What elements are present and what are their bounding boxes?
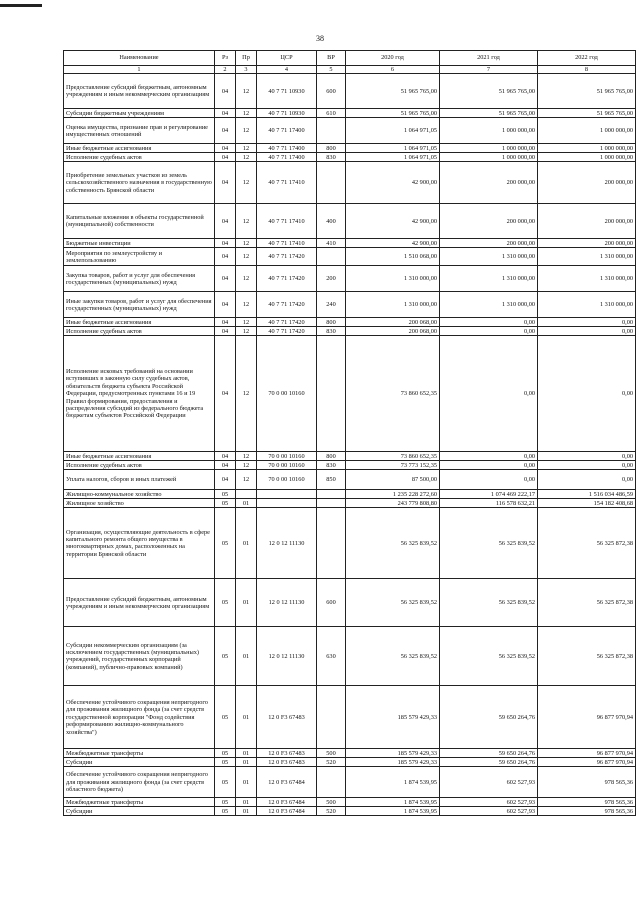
row-amount-2020: 56 325 839,52: [346, 579, 440, 627]
row-amount-2022: 200 000,00: [538, 162, 636, 204]
row-csr: 12 0 F3 67484: [257, 807, 317, 816]
row-amount-2021: 56 325 839,52: [440, 508, 538, 579]
row-csr: 12 0 F3 67484: [257, 798, 317, 807]
table-row: [64, 109, 636, 118]
row-csr: 40 7 71 17420: [257, 266, 317, 292]
row-name: Иные бюджетные ассигнования: [64, 144, 215, 153]
row-pr: 01: [236, 798, 257, 807]
row-name: Субсидии: [64, 807, 215, 816]
budget-table: [63, 50, 636, 816]
table-row: [64, 579, 636, 627]
row-csr: 40 7 71 17400: [257, 118, 317, 144]
colnum-6: 6: [346, 66, 440, 74]
table-row: [64, 153, 636, 162]
row-pr: 12: [236, 144, 257, 153]
table-row: [64, 686, 636, 749]
row-amount-2020: 51 965 765,00: [346, 74, 440, 109]
row-rz: 04: [215, 327, 236, 336]
table-row: [64, 767, 636, 798]
row-amount-2020: 200 068,00: [346, 318, 440, 327]
row-csr: 40 7 71 17410: [257, 204, 317, 239]
row-amount-2021: 602 527,93: [440, 798, 538, 807]
header-2020: 2020 год: [346, 51, 440, 66]
row-csr: 40 7 71 17400: [257, 144, 317, 153]
row-name: Межбюджетные трансферты: [64, 798, 215, 807]
row-amount-2021: 1 000 000,00: [440, 153, 538, 162]
row-amount-2022: 56 325 872,38: [538, 579, 636, 627]
table-row: [64, 74, 636, 109]
table-row: [64, 749, 636, 758]
row-rz: 04: [215, 248, 236, 266]
row-vr: 520: [317, 758, 346, 767]
row-rz: 04: [215, 74, 236, 109]
row-csr: 40 7 71 17410: [257, 162, 317, 204]
row-csr: 70 0 00 10160: [257, 452, 317, 461]
row-name: Предоставление субсидий бюджетным, автономным учреждениям и иным некоммерческим организациям: [64, 74, 215, 109]
row-amount-2022: 200 000,00: [538, 204, 636, 239]
row-pr: 12: [236, 470, 257, 490]
header-vr: ВР: [317, 51, 346, 66]
row-vr: [317, 508, 346, 579]
row-csr: 12 0 F3 67483: [257, 749, 317, 758]
row-pr: 12: [236, 204, 257, 239]
row-name: Обеспечение устойчивого сокращения непригодного для проживания жилищного фонда (за счет средств государственной корпорации "Фонд содействия реформированию жилищно-коммунального хозяйства"): [64, 686, 215, 749]
row-amount-2022: 1 310 000,00: [538, 292, 636, 318]
table-row: [64, 508, 636, 579]
row-vr: 200: [317, 266, 346, 292]
row-pr: 12: [236, 74, 257, 109]
row-name: Предоставление субсидий бюджетным, автономным учреждениям и иным некоммерческим организациям: [64, 579, 215, 627]
row-vr: 600: [317, 74, 346, 109]
colnum-5: 5: [317, 66, 346, 74]
row-pr: 01: [236, 508, 257, 579]
row-pr: 12: [236, 153, 257, 162]
row-rz: 05: [215, 490, 236, 499]
row-pr: 01: [236, 579, 257, 627]
row-amount-2021: 59 650 264,76: [440, 686, 538, 749]
row-amount-2022: 0,00: [538, 461, 636, 470]
row-vr: 410: [317, 239, 346, 248]
row-amount-2021: 200 000,00: [440, 239, 538, 248]
row-amount-2021: 0,00: [440, 327, 538, 336]
row-amount-2022: 0,00: [538, 452, 636, 461]
row-amount-2020: 1 510 068,00: [346, 248, 440, 266]
row-amount-2022: 0,00: [538, 327, 636, 336]
row-name: Субсидии некоммерческим организациям (за исключением государственных (муниципальных) учреждений, государственных корпораций (компаний), публично-правовых компаний): [64, 627, 215, 686]
row-amount-2021: 1 074 469 222,17: [440, 490, 538, 499]
row-vr: 830: [317, 327, 346, 336]
colnum-1: 1: [64, 66, 215, 74]
row-pr: 01: [236, 499, 257, 508]
row-vr: 800: [317, 452, 346, 461]
row-rz: 04: [215, 461, 236, 470]
row-name: Субсидии: [64, 758, 215, 767]
row-amount-2021: 1 310 000,00: [440, 292, 538, 318]
table-body: [64, 74, 636, 816]
row-rz: 04: [215, 266, 236, 292]
header-row: [64, 51, 636, 66]
row-name: Иные закупки товаров, работ и услуг для обеспечения государственных (муниципальных) нужд: [64, 292, 215, 318]
row-csr: 40 7 71 17420: [257, 292, 317, 318]
row-csr: 70 0 00 10160: [257, 470, 317, 490]
row-amount-2021: 1 000 000,00: [440, 118, 538, 144]
row-amount-2022: 56 325 872,38: [538, 508, 636, 579]
row-rz: 05: [215, 749, 236, 758]
table-row: [64, 336, 636, 452]
row-name: Капитальные вложения в объекты государственной (муниципальной) собственности: [64, 204, 215, 239]
row-amount-2021: 602 527,93: [440, 767, 538, 798]
row-amount-2022: 96 877 970,94: [538, 749, 636, 758]
row-vr: 600: [317, 579, 346, 627]
row-amount-2022: 1 516 034 486,59: [538, 490, 636, 499]
row-vr: 500: [317, 798, 346, 807]
row-pr: 12: [236, 118, 257, 144]
row-amount-2022: 978 565,36: [538, 807, 636, 816]
table-row: [64, 798, 636, 807]
row-rz: 05: [215, 767, 236, 798]
row-amount-2022: 56 325 872,38: [538, 627, 636, 686]
row-name: Обеспечение устойчивого сокращения непригодного для проживания жилищного фонда (за счет средств областного бюджета): [64, 767, 215, 798]
row-amount-2022: 200 000,00: [538, 239, 636, 248]
row-rz: 04: [215, 204, 236, 239]
row-amount-2022: 51 965 765,00: [538, 74, 636, 109]
colnum-8: 8: [538, 66, 636, 74]
row-csr: 40 7 71 17400: [257, 153, 317, 162]
row-amount-2020: 42 900,00: [346, 239, 440, 248]
row-rz: 05: [215, 508, 236, 579]
row-pr: 12: [236, 248, 257, 266]
row-name: Организация, осуществляющие деятельность в сфере капитального ремонта общего имущества в многоквартирных домах, расположенных на территории Брянской области: [64, 508, 215, 579]
row-csr: 70 0 00 10160: [257, 336, 317, 452]
header-2021: 2021 год: [440, 51, 538, 66]
row-amount-2021: 1 310 000,00: [440, 266, 538, 292]
row-vr: [317, 336, 346, 452]
row-amount-2021: 200 000,00: [440, 204, 538, 239]
row-vr: 520: [317, 807, 346, 816]
row-amount-2022: 978 565,36: [538, 767, 636, 798]
row-amount-2020: 1 310 000,00: [346, 266, 440, 292]
row-amount-2020: 1 874 539,95: [346, 798, 440, 807]
row-amount-2021: 602 527,93: [440, 807, 538, 816]
row-pr: 12: [236, 318, 257, 327]
row-name: Уплата налогов, сборов и иных платежей: [64, 470, 215, 490]
row-rz: 04: [215, 109, 236, 118]
row-amount-2022: 0,00: [538, 470, 636, 490]
row-vr: 630: [317, 627, 346, 686]
row-rz: 05: [215, 798, 236, 807]
table-row: [64, 318, 636, 327]
row-vr: 400: [317, 204, 346, 239]
row-rz: 05: [215, 579, 236, 627]
colnum-3: 3: [236, 66, 257, 74]
row-amount-2022: 0,00: [538, 336, 636, 452]
row-name: Межбюджетные трансферты: [64, 749, 215, 758]
row-amount-2021: 116 578 632,21: [440, 499, 538, 508]
row-csr: [257, 499, 317, 508]
table-row: [64, 162, 636, 204]
row-pr: 01: [236, 807, 257, 816]
row-rz: 05: [215, 686, 236, 749]
row-amount-2020: 1 064 971,05: [346, 144, 440, 153]
row-amount-2020: 1 310 000,00: [346, 292, 440, 318]
row-amount-2021: 0,00: [440, 318, 538, 327]
row-amount-2020: 1 874 539,95: [346, 807, 440, 816]
table-row: [64, 452, 636, 461]
row-vr: [317, 118, 346, 144]
row-pr: 01: [236, 627, 257, 686]
row-csr: 40 7 71 17410: [257, 239, 317, 248]
row-name: Жилищно-коммунальное хозяйство: [64, 490, 215, 499]
row-csr: 40 7 71 10930: [257, 74, 317, 109]
row-csr: 12 0 12 11130: [257, 508, 317, 579]
table-row: [64, 807, 636, 816]
row-name: Иные бюджетные ассигнования: [64, 452, 215, 461]
row-name: Исполнение судебных актов: [64, 153, 215, 162]
row-rz: 04: [215, 318, 236, 327]
row-csr: 12 0 12 11130: [257, 579, 317, 627]
row-rz: 04: [215, 144, 236, 153]
row-vr: [317, 490, 346, 499]
row-name: Жилищное хозяйство: [64, 499, 215, 508]
row-rz: 05: [215, 627, 236, 686]
row-amount-2020: 185 579 429,33: [346, 686, 440, 749]
row-name: Оценка имущества, признание прав и регулирование имущественных отношений: [64, 118, 215, 144]
row-vr: 610: [317, 109, 346, 118]
row-vr: 800: [317, 144, 346, 153]
row-amount-2021: 59 650 264,76: [440, 749, 538, 758]
row-csr: 12 0 12 11130: [257, 627, 317, 686]
row-amount-2022: 51 965 765,00: [538, 109, 636, 118]
row-amount-2020: 1 064 971,05: [346, 118, 440, 144]
row-csr: 40 7 71 10930: [257, 109, 317, 118]
row-amount-2022: 154 182 408,68: [538, 499, 636, 508]
header-2022: 2022 год: [538, 51, 636, 66]
row-name: Субсидии бюджетным учреждениям: [64, 109, 215, 118]
row-amount-2020: 185 579 429,33: [346, 758, 440, 767]
row-amount-2020: 200 068,00: [346, 327, 440, 336]
page-number: 38: [316, 34, 324, 43]
row-vr: 800: [317, 318, 346, 327]
row-vr: [317, 162, 346, 204]
header-name: Наименование: [64, 51, 215, 66]
row-csr: 40 7 71 17420: [257, 318, 317, 327]
row-name: Бюджетные инвестиции: [64, 239, 215, 248]
row-amount-2022: 1 310 000,00: [538, 248, 636, 266]
row-amount-2020: 42 900,00: [346, 162, 440, 204]
table-row: [64, 758, 636, 767]
row-csr: [257, 490, 317, 499]
table-row: [64, 470, 636, 490]
header-rz: Рз: [215, 51, 236, 66]
row-vr: 850: [317, 470, 346, 490]
table-row: [64, 144, 636, 153]
row-amount-2020: 56 325 839,52: [346, 508, 440, 579]
row-amount-2021: 51 965 765,00: [440, 74, 538, 109]
row-csr: 70 0 00 10160: [257, 461, 317, 470]
row-amount-2020: 1 874 539,95: [346, 767, 440, 798]
row-amount-2020: 73 860 652,35: [346, 336, 440, 452]
row-amount-2022: 0,00: [538, 318, 636, 327]
row-vr: [317, 499, 346, 508]
table-row: [64, 118, 636, 144]
row-amount-2022: 1 310 000,00: [538, 266, 636, 292]
row-name: Приобретение земельных участков из земель сельскохозяйственного назначения в государственную собственность Брянской области: [64, 162, 215, 204]
row-pr: 01: [236, 749, 257, 758]
table-row: [64, 627, 636, 686]
row-rz: 04: [215, 239, 236, 248]
row-amount-2020: 51 965 765,00: [346, 109, 440, 118]
row-amount-2022: 1 000 000,00: [538, 118, 636, 144]
row-pr: 01: [236, 767, 257, 798]
row-amount-2021: 0,00: [440, 470, 538, 490]
row-csr: 12 0 F3 67483: [257, 686, 317, 749]
row-name: Исполнение исковых требований на основании вступивших в законную силу судебных актов, обязательств бюджета субъекта Российской Федерации, предусмотренных пунктами 16 и 19 Правил формирования, предоставления и распределения субсидий из федерального бюджета бюджетам субъектов Российской Федерации: [64, 336, 215, 452]
colnum-7: 7: [440, 66, 538, 74]
column-number-row: [64, 66, 636, 74]
row-amount-2022: 978 565,36: [538, 798, 636, 807]
table-row: [64, 248, 636, 266]
row-vr: [317, 767, 346, 798]
row-rz: 04: [215, 470, 236, 490]
row-amount-2020: 185 579 429,33: [346, 749, 440, 758]
row-amount-2020: 243 779 808,80: [346, 499, 440, 508]
row-pr: 01: [236, 686, 257, 749]
table-row: [64, 499, 636, 508]
row-amount-2020: 73 773 152,35: [346, 461, 440, 470]
row-amount-2022: 96 877 970,94: [538, 758, 636, 767]
row-amount-2021: 56 325 839,52: [440, 627, 538, 686]
row-pr: 12: [236, 452, 257, 461]
table-row: [64, 204, 636, 239]
row-amount-2020: 87 500,00: [346, 470, 440, 490]
row-amount-2022: 1 000 000,00: [538, 153, 636, 162]
row-amount-2021: 51 965 765,00: [440, 109, 538, 118]
row-rz: 05: [215, 758, 236, 767]
row-pr: 12: [236, 327, 257, 336]
row-pr: 12: [236, 461, 257, 470]
table-row: [64, 461, 636, 470]
row-amount-2020: 56 325 839,52: [346, 627, 440, 686]
header-csr: ЦСР: [257, 51, 317, 66]
table-row: [64, 327, 636, 336]
row-amount-2022: 96 877 970,94: [538, 686, 636, 749]
row-rz: 04: [215, 118, 236, 144]
row-csr: 12 0 F3 67483: [257, 758, 317, 767]
row-vr: 500: [317, 749, 346, 758]
header-pr: Пр: [236, 51, 257, 66]
row-name: Исполнение судебных актов: [64, 327, 215, 336]
colnum-2: 2: [215, 66, 236, 74]
row-pr: 12: [236, 266, 257, 292]
row-pr: 12: [236, 292, 257, 318]
row-pr: 01: [236, 758, 257, 767]
row-vr: 240: [317, 292, 346, 318]
row-rz: 04: [215, 153, 236, 162]
row-name: Исполнение судебных актов: [64, 461, 215, 470]
row-amount-2021: 0,00: [440, 336, 538, 452]
row-pr: 12: [236, 239, 257, 248]
row-amount-2020: 42 900,00: [346, 204, 440, 239]
row-amount-2021: 1 000 000,00: [440, 144, 538, 153]
row-rz: 05: [215, 807, 236, 816]
row-name: Закупка товаров, работ и услуг для обеспечения государственных (муниципальных) нужд: [64, 266, 215, 292]
row-amount-2021: 0,00: [440, 452, 538, 461]
table-row: [64, 266, 636, 292]
row-vr: [317, 686, 346, 749]
row-amount-2021: 200 000,00: [440, 162, 538, 204]
row-amount-2021: 0,00: [440, 461, 538, 470]
row-amount-2020: 1 064 971,05: [346, 153, 440, 162]
row-amount-2021: 1 310 000,00: [440, 248, 538, 266]
row-vr: [317, 248, 346, 266]
row-amount-2020: 1 235 228 272,60: [346, 490, 440, 499]
table-row: [64, 292, 636, 318]
table-row: [64, 490, 636, 499]
row-pr: 12: [236, 109, 257, 118]
row-amount-2022: 1 000 000,00: [538, 144, 636, 153]
row-name: Мероприятия по землеустройству и землепользованию: [64, 248, 215, 266]
row-amount-2020: 73 860 652,35: [346, 452, 440, 461]
row-csr: 12 0 F3 67484: [257, 767, 317, 798]
row-vr: 830: [317, 461, 346, 470]
row-amount-2021: 56 325 839,52: [440, 579, 538, 627]
row-rz: 04: [215, 292, 236, 318]
row-pr: 12: [236, 162, 257, 204]
row-rz: 04: [215, 336, 236, 452]
row-rz: 04: [215, 452, 236, 461]
colnum-4: 4: [257, 66, 317, 74]
row-csr: 40 7 71 17420: [257, 327, 317, 336]
row-rz: 05: [215, 499, 236, 508]
row-rz: 04: [215, 162, 236, 204]
table-row: [64, 239, 636, 248]
row-pr: 12: [236, 336, 257, 452]
row-vr: 830: [317, 153, 346, 162]
top-rule: [0, 4, 42, 7]
row-pr: [236, 490, 257, 499]
row-name: Иные бюджетные ассигнования: [64, 318, 215, 327]
row-csr: 40 7 71 17420: [257, 248, 317, 266]
row-amount-2021: 59 650 264,76: [440, 758, 538, 767]
